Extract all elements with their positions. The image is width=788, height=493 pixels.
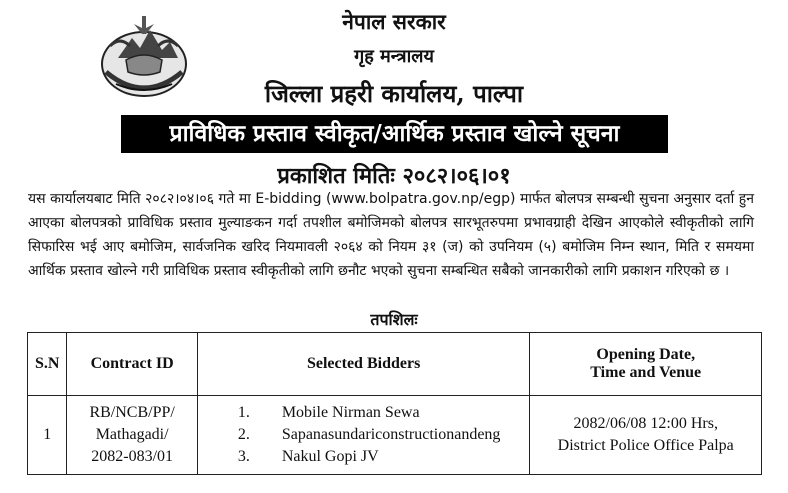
table-row bbox=[28, 396, 762, 475]
bidder-number: 3. bbox=[237, 448, 250, 465]
header-contract-id: Contract ID bbox=[67, 333, 197, 396]
header-opening bbox=[530, 333, 762, 396]
header-opening-line2: Time and Venue bbox=[590, 364, 702, 381]
header-sn: S.N bbox=[28, 333, 67, 396]
notice-body-text: यस कार्यालयबाट मिति २०८२।०४।०६ गते मा E-bidding (www.bolpatra.gov.np/egp) मार्फत बोलपत्र सम्बन्धी सुचना अनुसार दर्ता हुन आएका बोलपत्रको प्राविधिक प्रस्ताव मुल्याङकन गर्दा तपशील बमोजिमको बोलपत्र सारभूतरुपमा प्रभावग्राही देखिन आएकोले स्वीकृतीको लागि सिफारिस भई आए बमोजिम, सार्वजनिक खरिद नियमावली २०६४ को नियम ३१ (ज) को उपनियम (५) बमोजिम निम्न स्थान, मिति र समयमा आर्थिक प्रस्ताव खोल्ने गरी प्राविधिक प्रस्ताव स्वीकृतीको लागि छनौट भएको सुचना सम्बन्धित सबैको जानकारीको लागि प्रकाशन गरिएको छ । bbox=[28, 191, 754, 279]
contract-id-line: RB/NCB/PP/ bbox=[89, 404, 175, 421]
details-label: तपशिलः bbox=[370, 310, 418, 329]
contract-id-line: Mathagadi/ bbox=[95, 426, 169, 443]
bidder-name: Sapanasundariconstructionandeng bbox=[281, 426, 501, 443]
bidder-name: Nakul Gopi JV bbox=[281, 448, 379, 465]
opening-line: 2082/06/08 12:00 Hrs, bbox=[573, 415, 718, 432]
list-item bbox=[238, 402, 526, 424]
list-item bbox=[238, 424, 526, 446]
cell-selected-bidders bbox=[197, 396, 530, 475]
opening-line: District Police Office Palpa bbox=[557, 437, 734, 454]
header-office: जिल्ला प्रहरी कार्यालय, पाल्पा bbox=[264, 79, 524, 108]
cell-opening-details bbox=[530, 396, 762, 475]
header-opening-line1: Opening Date, bbox=[596, 346, 696, 363]
list-item bbox=[238, 446, 526, 468]
bidder-name: Mobile Nirman Sewa bbox=[281, 404, 420, 421]
cell-contract-id bbox=[67, 396, 197, 475]
published-date: प्रकाशित मितिः २०८२।०६।०१ bbox=[277, 163, 511, 189]
table-header-row bbox=[28, 333, 762, 396]
bidders-list bbox=[202, 402, 526, 468]
bidders-table bbox=[27, 332, 762, 475]
bidder-number: 2. bbox=[237, 426, 250, 443]
notice-title-banner: प्राविधिक प्रस्ताव स्वीकृत/आर्थिक प्रस्ताव खोल्ने सूचना bbox=[121, 115, 668, 153]
bidder-number: 1. bbox=[237, 404, 250, 421]
contract-id-line: 2082-083/01 bbox=[91, 448, 174, 465]
cell-sn: 1 bbox=[28, 396, 67, 475]
header-ministry: गृह मन्त्रालय bbox=[354, 46, 434, 67]
header-government: नेपाल सरकार bbox=[342, 9, 446, 34]
header-selected-bidders: Selected Bidders bbox=[197, 333, 530, 396]
